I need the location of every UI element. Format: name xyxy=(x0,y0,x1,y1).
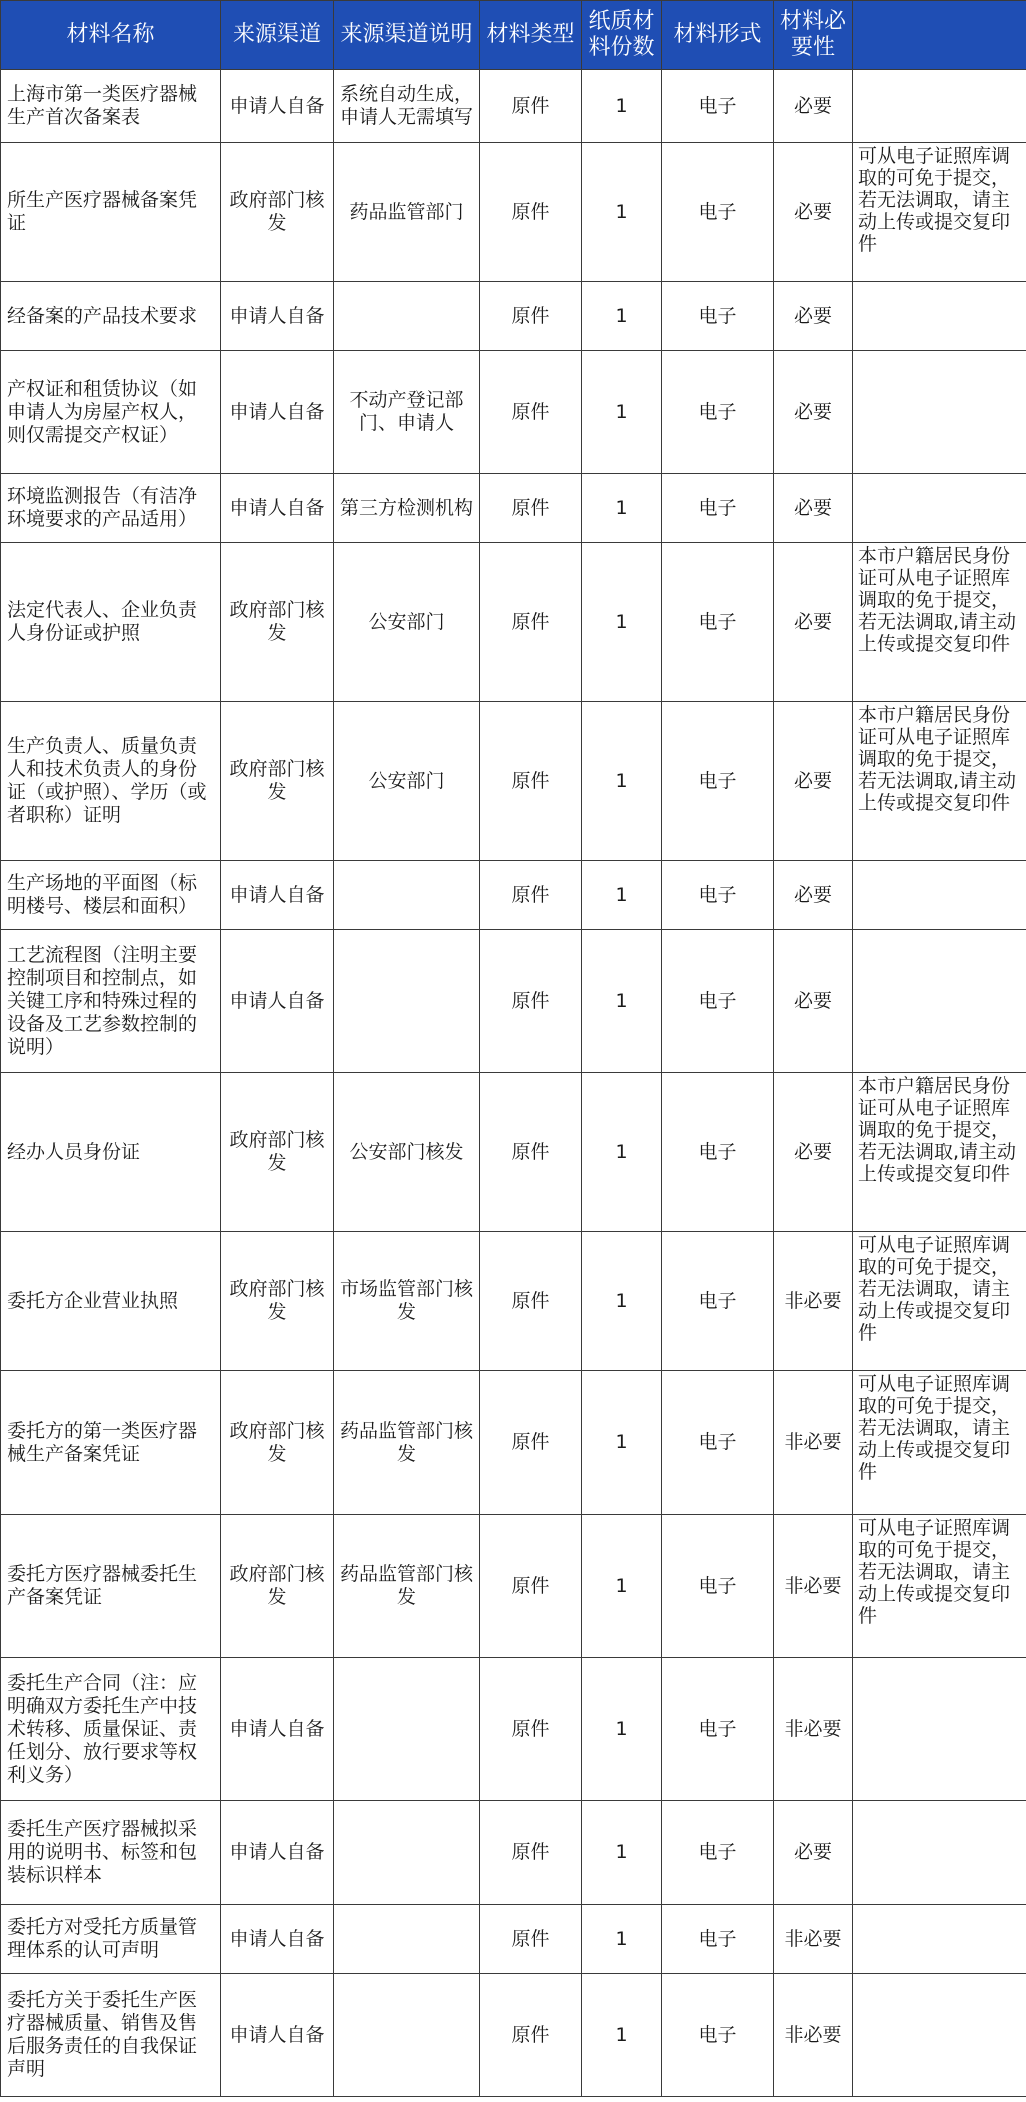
table-row xyxy=(1,70,1026,143)
header-material-form: 材料形式 xyxy=(662,1,774,70)
cell-remark: 本市户籍居民身份证可从电子证照库调取的免于提交，若无法调取,请主动上传或提交复印件 xyxy=(853,543,1026,702)
cell-source-desc xyxy=(334,1905,480,1974)
cell-remark: 可从电子证照库调取的可免于提交，若无法调取，请主动上传或提交复印件 xyxy=(853,1515,1026,1658)
cell-material-type: 原件 xyxy=(480,1658,582,1801)
cell-material-name: 法定代表人、企业负责人身份证或护照 xyxy=(1,543,221,702)
cell-remark xyxy=(853,1905,1026,1974)
cell-material-form: 电子 xyxy=(662,702,774,861)
cell-paper-copies: 1 xyxy=(582,1371,662,1515)
cell-source: 申请人自备 xyxy=(221,70,334,143)
cell-material-name: 委托生产合同（注：应明确双方委托生产中技术转移、质量保证、责任划分、放行要求等权利义务） xyxy=(1,1658,221,1801)
cell-necessity: 必要 xyxy=(774,143,853,282)
cell-paper-copies: 1 xyxy=(582,70,662,143)
cell-necessity: 非必要 xyxy=(774,1905,853,1974)
cell-material-form: 电子 xyxy=(662,1515,774,1658)
cell-source-desc: 药品监管部门核发 xyxy=(334,1515,480,1658)
cell-source-desc xyxy=(334,282,480,351)
cell-material-name: 经办人员身份证 xyxy=(1,1073,221,1232)
cell-material-type: 原件 xyxy=(480,282,582,351)
cell-paper-copies: 1 xyxy=(582,282,662,351)
cell-paper-copies: 1 xyxy=(582,1905,662,1974)
cell-remark xyxy=(853,1974,1026,2097)
cell-material-form: 电子 xyxy=(662,282,774,351)
cell-paper-copies: 1 xyxy=(582,543,662,702)
cell-necessity: 非必要 xyxy=(774,1371,853,1515)
cell-material-type: 原件 xyxy=(480,1801,582,1905)
cell-source: 申请人自备 xyxy=(221,1658,334,1801)
cell-source-desc: 药品监管部门 xyxy=(334,143,480,282)
cell-necessity: 必要 xyxy=(774,1073,853,1232)
table-row xyxy=(1,474,1026,543)
cell-material-form: 电子 xyxy=(662,930,774,1073)
cell-material-name: 所生产医疗器械备案凭证 xyxy=(1,143,221,282)
cell-material-form: 电子 xyxy=(662,1658,774,1801)
cell-material-form: 电子 xyxy=(662,143,774,282)
cell-material-form: 电子 xyxy=(662,474,774,543)
table-row xyxy=(1,1371,1026,1515)
cell-paper-copies: 1 xyxy=(582,474,662,543)
cell-material-type: 原件 xyxy=(480,143,582,282)
header-source: 来源渠道 xyxy=(221,1,334,70)
header-paper-copies: 纸质材料份数 xyxy=(582,1,662,70)
header-necessity: 材料必要性 xyxy=(774,1,853,70)
cell-material-type: 原件 xyxy=(480,543,582,702)
cell-remark: 本市户籍居民身份证可从电子证照库调取的免于提交，若无法调取,请主动上传或提交复印件 xyxy=(853,702,1026,861)
header-material-name: 材料名称 xyxy=(1,1,221,70)
cell-necessity: 必要 xyxy=(774,861,853,930)
cell-source: 申请人自备 xyxy=(221,861,334,930)
cell-material-form: 电子 xyxy=(662,351,774,474)
cell-source: 政府部门核发 xyxy=(221,543,334,702)
cell-source-desc xyxy=(334,1974,480,2097)
cell-necessity: 非必要 xyxy=(774,1515,853,1658)
cell-source: 政府部门核发 xyxy=(221,143,334,282)
cell-material-form: 电子 xyxy=(662,1232,774,1371)
table-row xyxy=(1,1658,1026,1801)
cell-necessity: 必要 xyxy=(774,930,853,1073)
cell-paper-copies: 1 xyxy=(582,861,662,930)
cell-material-form: 电子 xyxy=(662,70,774,143)
table-row xyxy=(1,1801,1026,1905)
cell-necessity: 必要 xyxy=(774,351,853,474)
cell-source: 申请人自备 xyxy=(221,351,334,474)
cell-remark: 本市户籍居民身份证可从电子证照库调取的免于提交，若无法调取,请主动上传或提交复印件 xyxy=(853,1073,1026,1232)
cell-source-desc xyxy=(334,1658,480,1801)
table-row xyxy=(1,1073,1026,1232)
cell-remark xyxy=(853,1658,1026,1801)
cell-paper-copies: 1 xyxy=(582,143,662,282)
cell-necessity: 非必要 xyxy=(774,1232,853,1371)
cell-paper-copies: 1 xyxy=(582,702,662,861)
cell-material-form: 电子 xyxy=(662,861,774,930)
cell-material-form: 电子 xyxy=(662,1974,774,2097)
cell-material-type: 原件 xyxy=(480,861,582,930)
table-row xyxy=(1,543,1026,702)
cell-source-desc: 市场监管部门核发 xyxy=(334,1232,480,1371)
cell-remark xyxy=(853,351,1026,474)
cell-material-form: 电子 xyxy=(662,1073,774,1232)
cell-remark xyxy=(853,282,1026,351)
cell-material-name: 委托方医疗器械委托生产备案凭证 xyxy=(1,1515,221,1658)
cell-necessity: 必要 xyxy=(774,474,853,543)
table-row xyxy=(1,143,1026,282)
cell-source-desc xyxy=(334,930,480,1073)
table-row xyxy=(1,702,1026,861)
cell-material-name: 经备案的产品技术要求 xyxy=(1,282,221,351)
cell-necessity: 非必要 xyxy=(774,1974,853,2097)
table-row xyxy=(1,1232,1026,1371)
table-row xyxy=(1,1974,1026,2097)
table-body xyxy=(1,70,1026,2097)
cell-source: 政府部门核发 xyxy=(221,1073,334,1232)
cell-necessity: 必要 xyxy=(774,1801,853,1905)
cell-material-type: 原件 xyxy=(480,1974,582,2097)
cell-paper-copies: 1 xyxy=(582,351,662,474)
cell-material-type: 原件 xyxy=(480,70,582,143)
cell-material-form: 电子 xyxy=(662,1371,774,1515)
cell-necessity: 非必要 xyxy=(774,1658,853,1801)
cell-material-name: 生产场地的平面图（标明楼号、楼层和面积） xyxy=(1,861,221,930)
cell-remark xyxy=(853,474,1026,543)
header-remark xyxy=(853,1,1026,70)
cell-source-desc: 公安部门 xyxy=(334,702,480,861)
cell-paper-copies: 1 xyxy=(582,1232,662,1371)
cell-source-desc xyxy=(334,861,480,930)
cell-material-type: 原件 xyxy=(480,1515,582,1658)
header-source-desc: 来源渠道说明 xyxy=(334,1,480,70)
cell-source: 政府部门核发 xyxy=(221,1515,334,1658)
cell-source-desc: 药品监管部门核发 xyxy=(334,1371,480,1515)
cell-paper-copies: 1 xyxy=(582,1658,662,1801)
cell-remark: 可从电子证照库调取的可免于提交，若无法调取，请主动上传或提交复印件 xyxy=(853,1371,1026,1515)
cell-remark xyxy=(853,70,1026,143)
cell-material-form: 电子 xyxy=(662,1801,774,1905)
cell-remark: 可从电子证照库调取的可免于提交，若无法调取，请主动上传或提交复印件 xyxy=(853,143,1026,282)
cell-material-name: 委托方对受托方质量管理体系的认可声明 xyxy=(1,1905,221,1974)
cell-material-name: 生产负责人、质量负责人和技术负责人的身份证（或护照）、学历（或者职称）证明 xyxy=(1,702,221,861)
cell-source-desc: 公安部门核发 xyxy=(334,1073,480,1232)
cell-material-form: 电子 xyxy=(662,1905,774,1974)
cell-source: 申请人自备 xyxy=(221,1974,334,2097)
cell-source: 政府部门核发 xyxy=(221,1371,334,1515)
cell-material-type: 原件 xyxy=(480,351,582,474)
header-row xyxy=(1,1,1026,70)
cell-source-desc: 不动产登记部门、申请人 xyxy=(334,351,480,474)
cell-material-type: 原件 xyxy=(480,1371,582,1515)
cell-paper-copies: 1 xyxy=(582,1073,662,1232)
cell-paper-copies: 1 xyxy=(582,1974,662,2097)
cell-source-desc: 公安部门 xyxy=(334,543,480,702)
header-material-type: 材料类型 xyxy=(480,1,582,70)
cell-material-name: 委托方的第一类医疗器械生产备案凭证 xyxy=(1,1371,221,1515)
cell-paper-copies: 1 xyxy=(582,930,662,1073)
cell-remark xyxy=(853,930,1026,1073)
cell-material-name: 委托生产医疗器械拟采用的说明书、标签和包装标识样本 xyxy=(1,1801,221,1905)
cell-necessity: 必要 xyxy=(774,282,853,351)
table-row xyxy=(1,351,1026,474)
table-row xyxy=(1,282,1026,351)
cell-material-form: 电子 xyxy=(662,543,774,702)
cell-source: 申请人自备 xyxy=(221,474,334,543)
cell-source: 申请人自备 xyxy=(221,930,334,1073)
cell-material-type: 原件 xyxy=(480,930,582,1073)
cell-material-type: 原件 xyxy=(480,1073,582,1232)
cell-material-name: 环境监测报告（有洁净环境要求的产品适用） xyxy=(1,474,221,543)
cell-material-name: 上海市第一类医疗器械生产首次备案表 xyxy=(1,70,221,143)
cell-paper-copies: 1 xyxy=(582,1515,662,1658)
cell-source: 政府部门核发 xyxy=(221,702,334,861)
cell-paper-copies: 1 xyxy=(582,1801,662,1905)
cell-material-name: 产权证和租赁协议（如申请人为房屋产权人，则仅需提交产权证） xyxy=(1,351,221,474)
cell-necessity: 必要 xyxy=(774,70,853,143)
cell-source-desc: 第三方检测机构 xyxy=(334,474,480,543)
table-row xyxy=(1,861,1026,930)
table-row xyxy=(1,1515,1026,1658)
table-row xyxy=(1,930,1026,1073)
cell-source: 申请人自备 xyxy=(221,282,334,351)
cell-necessity: 必要 xyxy=(774,543,853,702)
cell-material-type: 原件 xyxy=(480,1905,582,1974)
table-row xyxy=(1,1905,1026,1974)
cell-source-desc: 系统自动生成，申请人无需填写 xyxy=(334,70,480,143)
cell-material-type: 原件 xyxy=(480,474,582,543)
cell-material-type: 原件 xyxy=(480,1232,582,1371)
cell-remark xyxy=(853,861,1026,930)
cell-remark xyxy=(853,1801,1026,1905)
cell-material-type: 原件 xyxy=(480,702,582,861)
cell-remark: 可从电子证照库调取的可免于提交，若无法调取，请主动上传或提交复印件 xyxy=(853,1232,1026,1371)
cell-material-name: 委托方关于委托生产医疗器械质量、销售及售后服务责任的自我保证声明 xyxy=(1,1974,221,2097)
cell-material-name: 委托方企业营业执照 xyxy=(1,1232,221,1371)
cell-source-desc xyxy=(334,1801,480,1905)
cell-necessity: 必要 xyxy=(774,702,853,861)
cell-source: 政府部门核发 xyxy=(221,1232,334,1371)
cell-source: 申请人自备 xyxy=(221,1801,334,1905)
cell-source: 申请人自备 xyxy=(221,1905,334,1974)
cell-material-name: 工艺流程图（注明主要控制项目和控制点，如关键工序和特殊过程的设备及工艺参数控制的说明） xyxy=(1,930,221,1073)
